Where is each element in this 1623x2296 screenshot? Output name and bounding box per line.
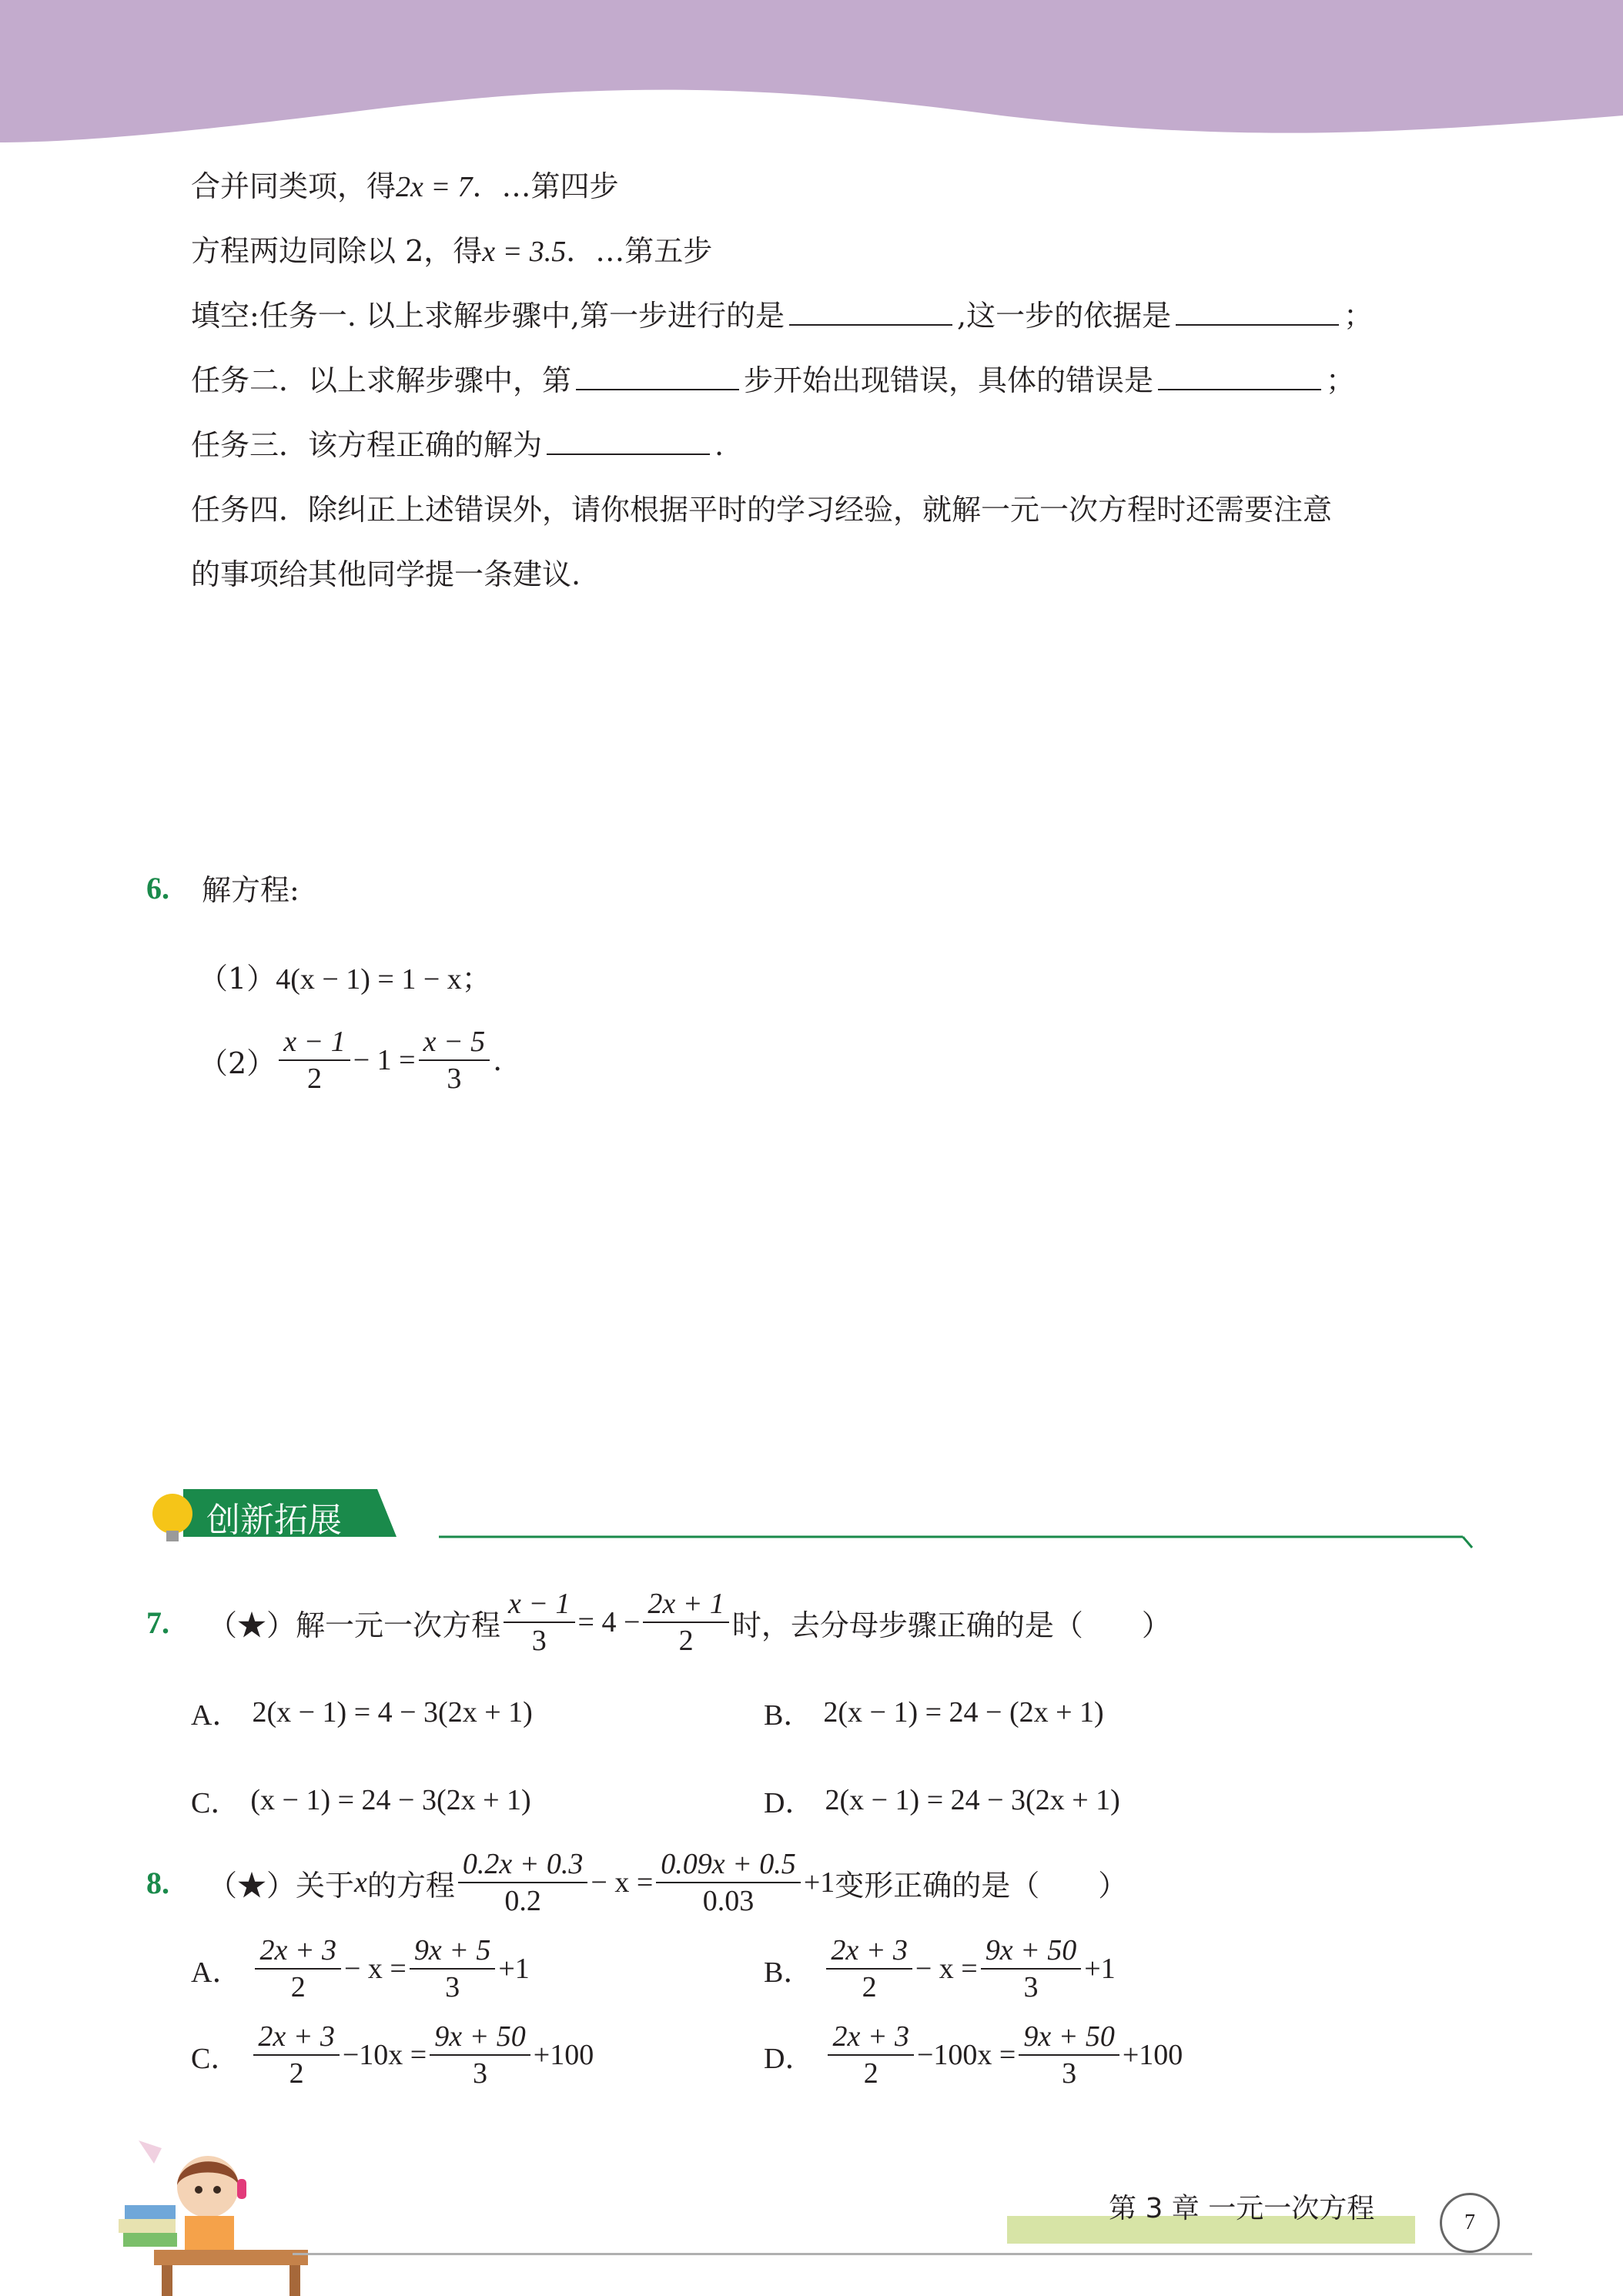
option-b[interactable]: B． $\frac{2x + 3}{2}$ − x = $\frac{9x + 50}{3}$ +1: [764, 1934, 1116, 2003]
student-illustration: [108, 2125, 323, 2296]
question-7-stem: （★）解一元一次方程 $\frac{x - 1}{3}$ = 4 − $\frac{2x + 1}{2}$ 时，去分母步骤正确的是（ ）: [208, 1588, 1171, 1657]
step-four-line: 合并同类项，得2x = 7．…第四步: [191, 169, 619, 203]
answer-blank[interactable]: [1176, 296, 1339, 326]
question-8-stem: （★）关于 x 的方程 $\frac{0.2x + 0.3}{0.2}$ − x = $\frac{0.09x + 0.5}{0.03}$ +1 变形正确的是（ ）: [208, 1848, 1128, 1917]
answer-blank[interactable]: [547, 426, 710, 455]
option-a[interactable]: A． $\frac{2x + 3}{2}$ − x = $\frac{9x + 5}{3}$ +1: [191, 1934, 530, 2003]
option-b[interactable]: B． 2(x − 1) = 24 − (2x + 1): [764, 1695, 1104, 1732]
footer-rule: [293, 2253, 1532, 2255]
question-number: 7.: [146, 1605, 169, 1640]
task-three-line: 任务三．该方程正确的解为 .: [191, 423, 724, 467]
page-number: 7: [1440, 2193, 1500, 2253]
option-a[interactable]: A． 2(x − 1) = 4 − 3(2x + 1): [191, 1695, 533, 1732]
section-title: 创新拓展: [206, 1501, 342, 1540]
task-four-line1: 任务四．除纠正上述错误外，请你根据平时的学习经验，就解一元一次方程时还需要注意: [191, 493, 1333, 527]
option-d[interactable]: D． $\frac{2x + 3}{2}$ −100x = $\frac{9x + 50}{3}$ +100: [764, 2020, 1183, 2090]
question-number: 8.: [146, 1866, 169, 1900]
question-number: 6.: [146, 871, 169, 905]
step-five-line: 方程两边同除以 2，得x = 3.5．…第五步: [191, 234, 713, 268]
option-d[interactable]: D． 2(x − 1) = 24 − 3(2x + 1): [764, 1783, 1120, 1819]
header-wave: [0, 0, 1623, 154]
answer-blank[interactable]: [789, 296, 952, 326]
chapter-title: 第 3 章 一元一次方程: [1109, 2193, 1375, 2224]
question-6-part2: （2） $\frac{x - 1}{2}$ − 1 = $\frac{x - 5}{3}$ .: [199, 1026, 503, 1095]
option-c[interactable]: C． $\frac{2x + 3}{2}$ −10x = $\frac{9x + 50}{3}$ +100: [191, 2020, 594, 2090]
answer-blank[interactable]: [576, 361, 739, 390]
task-one-line: 填空:任务一. 以上求解步骤中,第一步进行的是 ,这一步的依据是 ；: [191, 294, 1373, 337]
answer-blank[interactable]: [1158, 361, 1321, 390]
question-6-part1: （1） 4(x − 1) = 1 − x；: [199, 962, 491, 996]
question-6-title: 解方程:: [202, 873, 300, 907]
option-c[interactable]: C． (x − 1) = 24 − 3(2x + 1): [191, 1783, 531, 1819]
task-two-line: 任务二．以上求解步骤中，第 步开始出现错误，具体的错误是 ；: [191, 359, 1355, 402]
task-four-line2: 的事项给其他同学提一条建议.: [191, 557, 581, 591]
section-header-graphic: [146, 1483, 1486, 1552]
